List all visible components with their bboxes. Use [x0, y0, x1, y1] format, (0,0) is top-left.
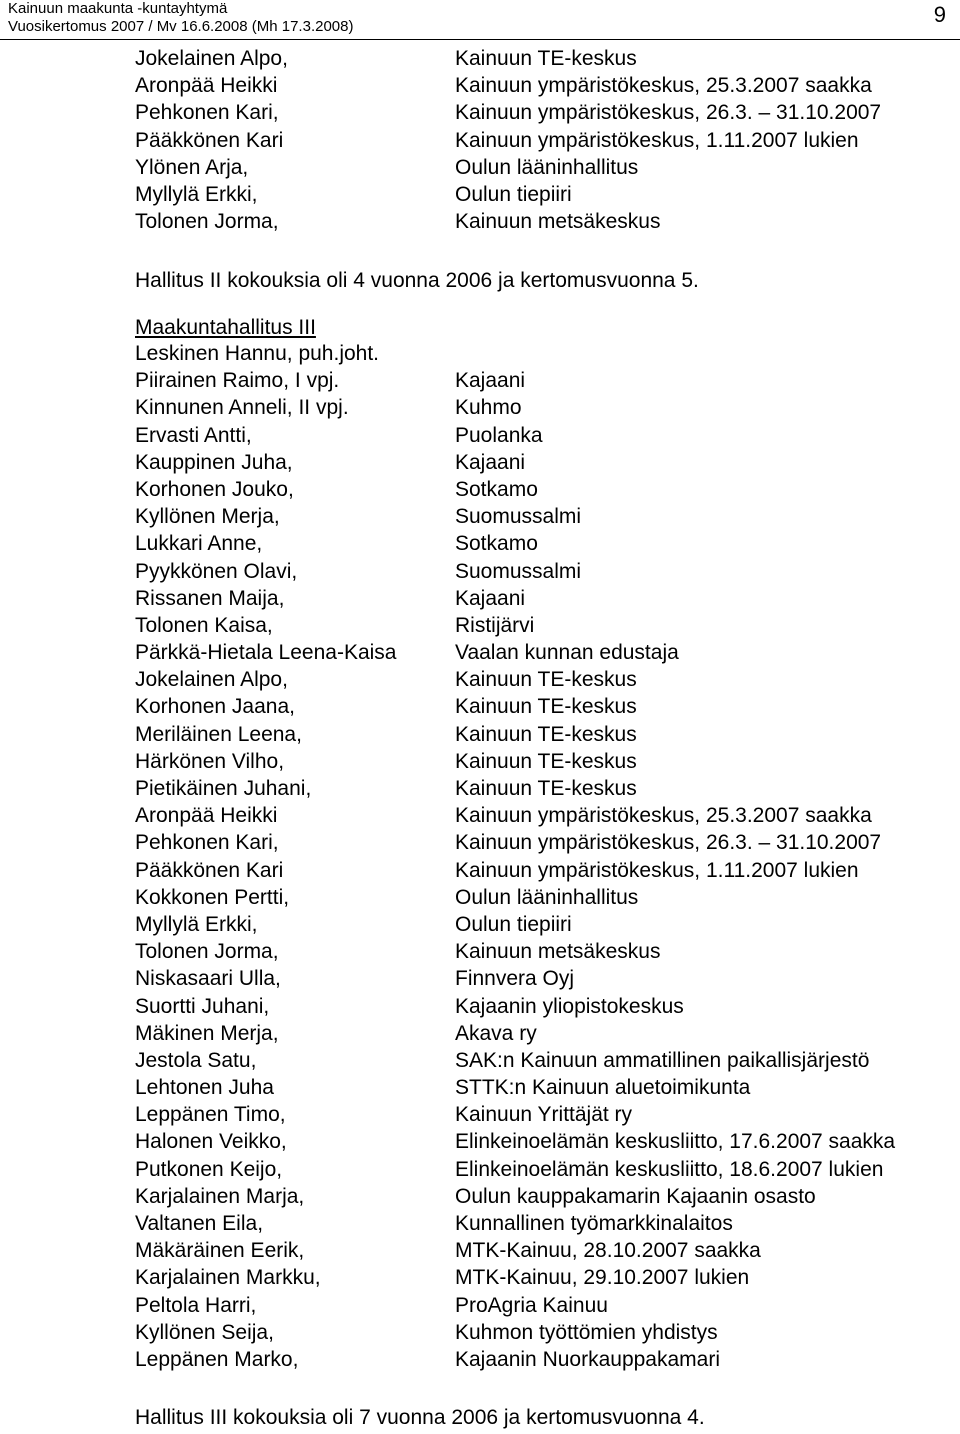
member-organization: Oulun kauppakamarin Kajaanin osasto [455, 1184, 816, 1208]
member-organization: Sotkamo [455, 532, 538, 556]
member-organization: Kainuun TE-keskus [455, 668, 637, 692]
meetings-summary-hallitus-ii: Hallitus II kokouksia oli 4 vuonna 2006 ja kertomusvuonna 5. [135, 269, 699, 292]
member-row [135, 748, 960, 775]
member-organization: Kainuun TE-keskus [455, 722, 637, 746]
member-name: Rissanen Maija, [135, 586, 285, 610]
member-name: Pehkonen Kari, [135, 101, 279, 125]
member-name: Kinnunen Anneli, II vpj. [135, 396, 349, 420]
member-row [135, 857, 960, 884]
member-organization: Kainuun TE-keskus [455, 695, 637, 719]
member-organization: Oulun tiepiiri [455, 182, 572, 206]
member-row [135, 721, 960, 748]
member-organization: Kajaani [455, 586, 526, 610]
member-name: Pyykkönen Olavi, [135, 559, 298, 583]
member-name: Aronpää Heikki [135, 74, 278, 98]
member-organization: Finnvera Oyj [455, 967, 575, 991]
member-organization: Kainuun ympäristökeskus, 1.11.2007 lukien [455, 858, 859, 882]
members-list-maakuntahallitus-iii [135, 340, 960, 1373]
member-name: Suortti Juhani, [135, 994, 270, 1018]
member-organization: Kainuun metsäkeskus [455, 210, 661, 234]
member-organization: Akava ry [455, 1021, 537, 1045]
member-name: Myllylä Erkki, [135, 912, 258, 936]
member-row [135, 1210, 960, 1237]
member-row [135, 1319, 960, 1346]
member-name: Karjalainen Markku, [135, 1266, 321, 1290]
meetings-summary-hallitus-iii: Hallitus III kokouksia oli 7 vuonna 2006 ja kertomusvuonna 4. [135, 1406, 705, 1429]
member-organization: Kunnallinen työmarkkinalaitos [455, 1212, 733, 1235]
member-name: Tolonen Kaisa, [135, 613, 273, 637]
member-name: Pääkkönen Kari [135, 128, 284, 152]
member-name: Jokelainen Alpo, [135, 668, 288, 692]
member-name: Meriläinen Leena, [135, 722, 302, 746]
member-name: Ervasti Antti, [135, 423, 252, 447]
page-header [8, 0, 353, 36]
member-name: Leskinen Hannu, puh.joht. [135, 342, 380, 365]
member-row [135, 558, 960, 585]
member-row [135, 1346, 960, 1373]
member-name: Kyllönen Merja, [135, 505, 280, 529]
member-row [135, 181, 960, 208]
member-organization: Puolanka [455, 423, 543, 447]
header-organization: Kainuun maakunta -kuntayhtymä [8, 0, 228, 17]
member-organization: Kajaanin Nuorkauppakamari [455, 1347, 720, 1371]
member-name: Mäkäräinen Eerik, [135, 1239, 305, 1263]
members-list-hallitus-ii [135, 45, 960, 235]
member-row [135, 911, 960, 938]
member-organization: Kainuun TE-keskus [455, 749, 637, 773]
member-row [135, 693, 960, 720]
member-organization: Kajaani [455, 450, 526, 474]
member-organization: Kainuun TE-keskus [455, 777, 637, 800]
member-row [135, 802, 960, 829]
member-organization: Kainuun ympäristökeskus, 26.3. – 31.10.2007 [455, 831, 882, 855]
member-name: Ylönen Arja, [135, 155, 249, 179]
member-name: Kyllönen Seija, [135, 1320, 274, 1344]
member-organization: MTK-Kainuu, 28.10.2007 saakka [455, 1239, 761, 1263]
member-row [135, 394, 960, 421]
member-name: Niskasaari Ulla, [135, 967, 281, 991]
member-name: Pääkkönen Kari [135, 858, 284, 882]
member-row [135, 340, 960, 367]
member-organization: Suomussalmi [455, 505, 582, 529]
member-row [135, 422, 960, 449]
member-name: Härkönen Vilho, [135, 749, 285, 773]
member-name: Jokelainen Alpo, [135, 47, 288, 70]
member-row [135, 1020, 960, 1047]
member-organization: Elinkeinoelämän keskusliitto, 18.6.2007 lukien [455, 1157, 884, 1181]
member-organization: Kuhmo [455, 396, 522, 420]
member-name: Korhonen Jaana, [135, 695, 295, 719]
member-name: Tolonen Jorma, [135, 940, 279, 964]
header-divider [0, 39, 960, 40]
member-row [135, 503, 960, 530]
member-organization: Oulun lääninhallitus [455, 885, 639, 909]
member-row [135, 585, 960, 612]
member-name: Halonen Veikko, [135, 1130, 287, 1154]
member-row [135, 208, 960, 235]
member-row [135, 1128, 960, 1155]
member-name: Aronpää Heikki [135, 804, 278, 828]
member-organization: Kajaani [455, 369, 526, 393]
member-organization: Kainuun ympäristökeskus, 1.11.2007 lukien [455, 128, 859, 152]
member-row [135, 1292, 960, 1319]
member-row [135, 367, 960, 394]
member-organization: Kainuun ympäristökeskus, 25.3.2007 saakka [455, 74, 872, 98]
member-name: Leppänen Marko, [135, 1347, 299, 1371]
member-name: Tolonen Jorma, [135, 210, 279, 234]
member-row [135, 45, 960, 72]
header-report-title: Vuosikertomus 2007 / Mv 16.6.2008 (Mh 17.3.2008) [8, 18, 354, 35]
member-organization: Kajaanin yliopistokeskus [455, 994, 684, 1018]
member-name: Lukkari Anne, [135, 532, 263, 556]
member-row [135, 1183, 960, 1210]
member-organization: Kainuun Yrittäjät ry [455, 1103, 633, 1127]
member-name: Putkonen Keijo, [135, 1157, 283, 1181]
member-row [135, 965, 960, 992]
member-row [135, 1047, 960, 1074]
member-name: Peltola Harri, [135, 1293, 257, 1317]
member-name: Karjalainen Marja, [135, 1184, 305, 1208]
member-row [135, 154, 960, 181]
member-name: Pehkonen Kari, [135, 831, 279, 855]
member-row [135, 476, 960, 503]
member-organization: Elinkeinoelämän keskusliitto, 17.6.2007 saakka [455, 1130, 896, 1154]
member-name: Jestola Satu, [135, 1048, 257, 1072]
member-row [135, 993, 960, 1020]
member-organization: Suomussalmi [455, 559, 582, 583]
member-name: Myllylä Erkki, [135, 182, 258, 206]
member-row [135, 530, 960, 557]
member-name: Pietikäinen Juhani, [135, 777, 312, 800]
member-row [135, 127, 960, 154]
member-organization: SAK:n Kainuun ammatillinen paikallisjärjestö [455, 1048, 870, 1072]
section-title-maakuntahallitus-iii: Maakuntahallitus III [135, 316, 316, 339]
member-organization: Vaalan kunnan edustaja [455, 641, 679, 665]
member-row [135, 449, 960, 476]
member-row [135, 1237, 960, 1264]
member-row [135, 612, 960, 639]
member-organization: Kainuun TE-keskus [455, 47, 637, 70]
member-organization: Kainuun metsäkeskus [455, 940, 661, 964]
member-organization: Kainuun ympäristökeskus, 26.3. – 31.10.2007 [455, 101, 882, 125]
member-organization: Kainuun ympäristökeskus, 25.3.2007 saakka [455, 804, 872, 828]
member-row [135, 72, 960, 99]
member-organization: Sotkamo [455, 477, 538, 501]
member-row [135, 1156, 960, 1183]
member-row [135, 639, 960, 666]
member-row [135, 938, 960, 965]
member-organization: Oulun tiepiiri [455, 912, 572, 936]
member-name: Korhonen Jouko, [135, 477, 294, 501]
member-row [135, 884, 960, 911]
member-name: Valtanen Eila, [135, 1212, 264, 1235]
member-name: Kauppinen Juha, [135, 450, 293, 474]
member-name: Mäkinen Merja, [135, 1021, 279, 1045]
member-row [135, 99, 960, 126]
member-row [135, 1101, 960, 1128]
member-name: Pärkkä-Hietala Leena-Kaisa [135, 641, 397, 665]
member-organization: ProAgria Kainuu [455, 1293, 608, 1317]
member-organization: MTK-Kainuu, 29.10.2007 lukien [455, 1266, 750, 1290]
member-organization: Kuhmon työttömien yhdistys [455, 1320, 718, 1344]
member-row [135, 775, 960, 802]
member-row [135, 666, 960, 693]
member-row [135, 1074, 960, 1101]
member-name: Lehtonen Juha [135, 1076, 274, 1100]
member-organization: Oulun lääninhallitus [455, 155, 639, 179]
member-organization: Ristijärvi [455, 613, 535, 637]
member-row [135, 829, 960, 856]
member-row [135, 1264, 960, 1291]
page-number: 9 [933, 2, 946, 27]
member-name: Piirainen Raimo, I vpj. [135, 369, 340, 393]
member-name: Kokkonen Pertti, [135, 885, 290, 909]
member-organization: STTK:n Kainuun aluetoimikunta [455, 1076, 751, 1100]
member-name: Leppänen Timo, [135, 1103, 286, 1127]
